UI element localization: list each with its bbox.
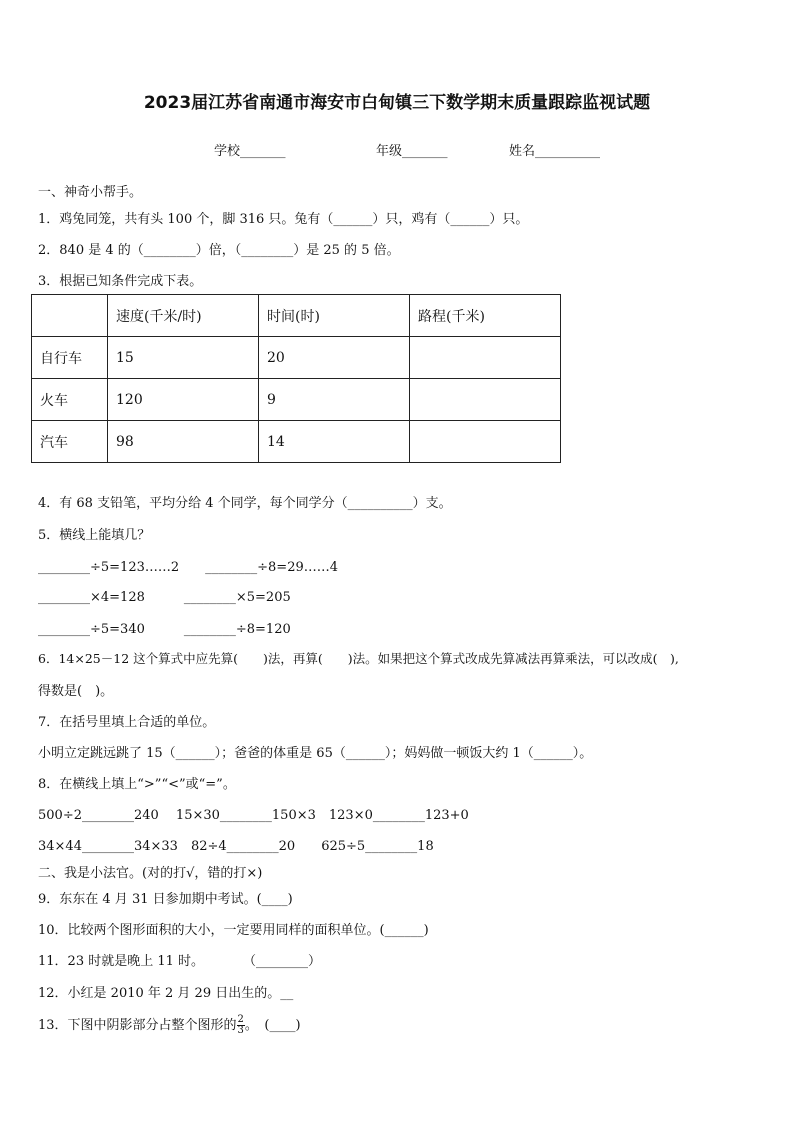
table-cell: 汽车 [32, 421, 108, 463]
table-cell: 120 [108, 379, 259, 421]
table-cell: 自行车 [32, 337, 108, 379]
table-header-row [32, 295, 561, 337]
question-8-line: 34×44________34×33 82÷4________20 625÷5________18 [38, 839, 434, 854]
question-6-cont: 得数是( )。 [38, 684, 114, 699]
fraction-numerator: 2 [237, 1014, 244, 1025]
section1-heading: 一、神奇小帮手。 [38, 185, 143, 200]
question-5: 5．横线上能填几？ [38, 528, 151, 543]
table-cell: 14 [259, 421, 410, 463]
fraction-denominator: 3 [237, 1025, 244, 1036]
name-field: 姓名__________ [509, 144, 601, 159]
school-field: 学校_______ [214, 144, 286, 159]
question-4: 4．有 68 支铅笔，平均分给 4 个同学，每个同学分（__________）支。 [38, 496, 452, 511]
fraction [237, 1015, 245, 1036]
speed-table [31, 294, 561, 463]
question-12: 12．小红是 2010 年 2 月 29 日出生的。__ [38, 986, 294, 1001]
table-header-cell: 速度(千米/时) [108, 295, 259, 337]
table-cell [410, 379, 561, 421]
section2-heading: 二、我是小法官。(对的打√，错的打×) [38, 866, 263, 881]
question-5-line: ________×4=128 ________×5=205 [38, 590, 291, 605]
question-13-text: 13．下图中阴影部分占整个图形的 [38, 1018, 237, 1033]
table-header-cell [32, 295, 108, 337]
question-8: 8．在横线上填上“>”“<”或“=”。 [38, 777, 236, 792]
table-row [32, 421, 561, 463]
question-9: 9．东东在 4 月 31 日参加期中考试。(____) [38, 892, 293, 907]
table-header-cell: 时间(时) [259, 295, 410, 337]
question-6: 6．14×25－12 这个算式中应先算( )法，再算( )法。如果把这个算式改成先算减法再算乘法，可以改成( ), [38, 651, 679, 666]
table-cell [410, 337, 561, 379]
question-1: 1．鸡兔同笼，共有头 100 个，脚 316 只。兔有（______）只，鸡有（______）只。 [38, 212, 529, 227]
table-cell: 15 [108, 337, 259, 379]
question-5-line: ________÷5=123……2 ________÷8=29……4 [38, 560, 339, 575]
table-cell: 9 [259, 379, 410, 421]
table-cell: 火车 [32, 379, 108, 421]
question-3: 3．根据已知条件完成下表。 [38, 274, 203, 289]
table-row [32, 337, 561, 379]
question-11: 11．23 时就是晚上 11 时。 （________） [38, 954, 322, 969]
table-cell: 98 [108, 421, 259, 463]
question-13 [38, 1014, 301, 1036]
question-5-line: ________÷5=340 ________÷8=120 [38, 622, 291, 637]
question-7-line: 小明立定跳远跳了 15（______）；爸爸的体重是 65（______）；妈妈做一顿饭大约 1（______）。 [38, 746, 593, 761]
page-title: 2023届江苏省南通市海安市白甸镇三下数学期末质量跟踪监视试题 [143, 93, 651, 113]
table-header-cell: 路程(千米) [410, 295, 561, 337]
table-cell [410, 421, 561, 463]
question-2: 2．840 是 4 的（________）倍，（________）是 25 的 5 倍。 [38, 243, 400, 258]
question-7: 7．在括号里填上合适的单位。 [38, 715, 216, 730]
grade-field: 年级_______ [376, 144, 448, 159]
question-13-blank: 。 (____) [244, 1018, 301, 1033]
question-10: 10．比较两个图形面积的大小，一定要用同样的面积单位。(______) [38, 923, 429, 938]
table-row [32, 379, 561, 421]
table-cell: 20 [259, 337, 410, 379]
question-8-line: 500÷2________240 15×30________150×3 123×0________123+0 [38, 808, 469, 823]
